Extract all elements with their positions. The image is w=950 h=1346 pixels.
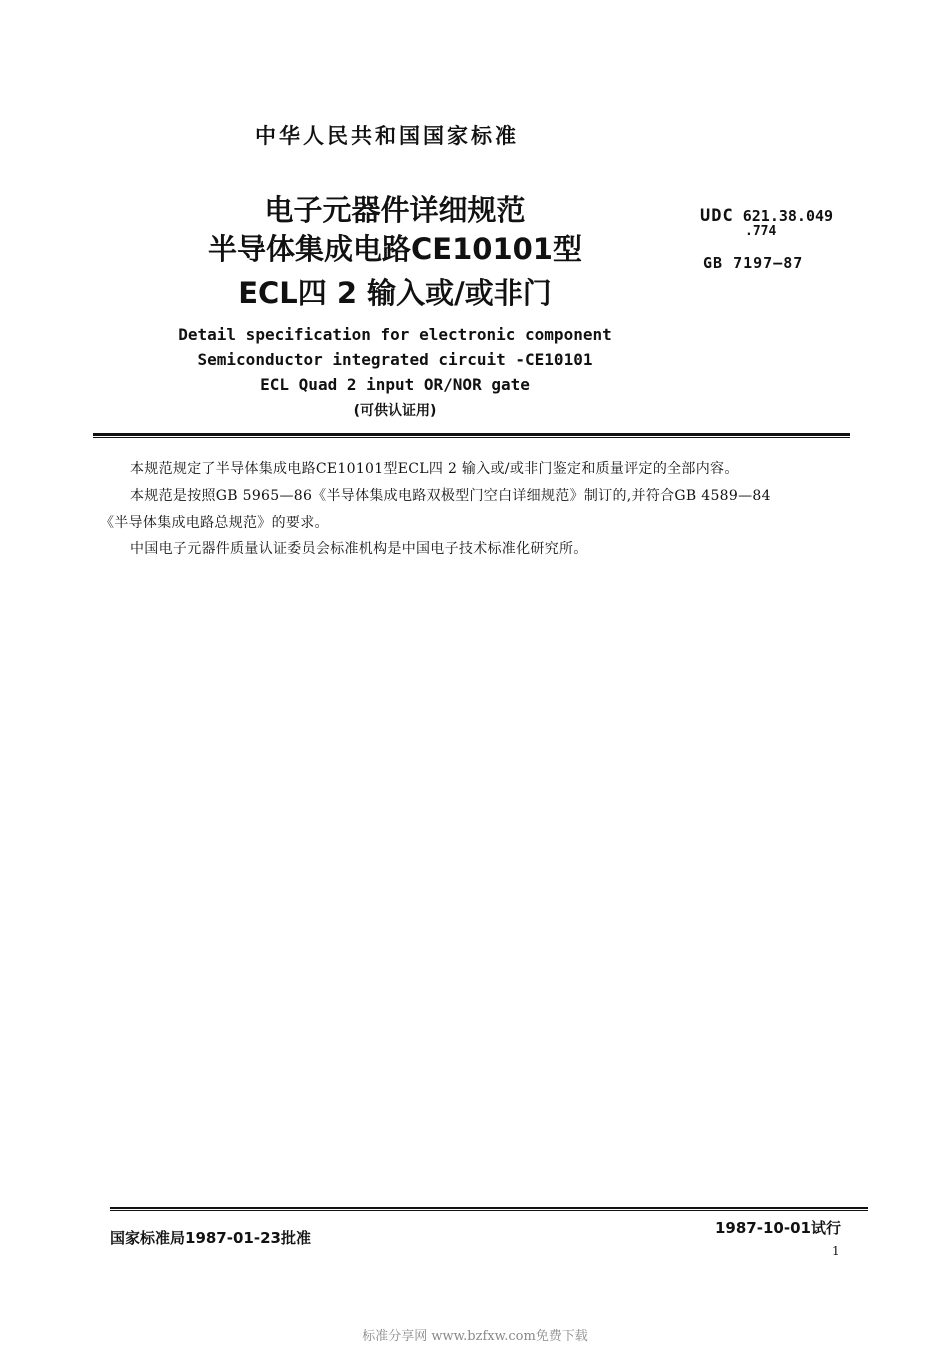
body-paragraph-3: 中国电子元器件质量认证委员会标准机构是中国电子技术标准化研究所。 [130, 541, 588, 557]
implementation-date: 1987-10-01试行 [715, 1219, 841, 1237]
approval-date: 国家标准局1987-01-23批准 [110, 1229, 311, 1247]
title-cn-line-2: 半导体集成电路CE10101型 [208, 232, 582, 266]
header-divider [93, 433, 850, 438]
body-paragraph-2-cont: 《半导体集成电路总规范》的要求。 [100, 515, 329, 531]
udc-code [700, 206, 833, 226]
udc-label: UDC [700, 206, 734, 226]
gb-standard-number: GB 7197—87 [703, 254, 804, 272]
title-en-line-3: ECL Quad 2 input OR/NOR gate [260, 375, 530, 394]
udc-continuation: .774 [745, 224, 777, 239]
download-watermark: 标准分享网 www.bzfxw.com免费下载 [362, 1329, 588, 1344]
country-standard-heading: 中华人民共和国国家标准 [255, 124, 519, 148]
footer-divider [110, 1207, 868, 1211]
udc-value: 621.38.049 [742, 207, 834, 225]
title-cn-line-3: ECL四 2 输入或/或非门 [238, 276, 552, 310]
body-paragraph-2: 本规范是按照GB 5965—86《半导体集成电路双极型门空白详细规范》制订的,并符合GB 4589—84 [130, 488, 771, 504]
title-en-line-1: Detail specification for electronic component [178, 325, 612, 344]
page-number: 1 [832, 1244, 840, 1258]
body-paragraph-1: 本规范规定了半导体集成电路CE10101型ECL四 2 输入或/或非门鉴定和质量评定的全部内容。 [130, 461, 739, 477]
title-cn-line-1: 电子元器件详细规范 [264, 193, 526, 227]
title-en-line-2: Semiconductor integrated circuit -CE10101 [197, 350, 593, 369]
certification-note: (可供认证用) [353, 403, 437, 419]
